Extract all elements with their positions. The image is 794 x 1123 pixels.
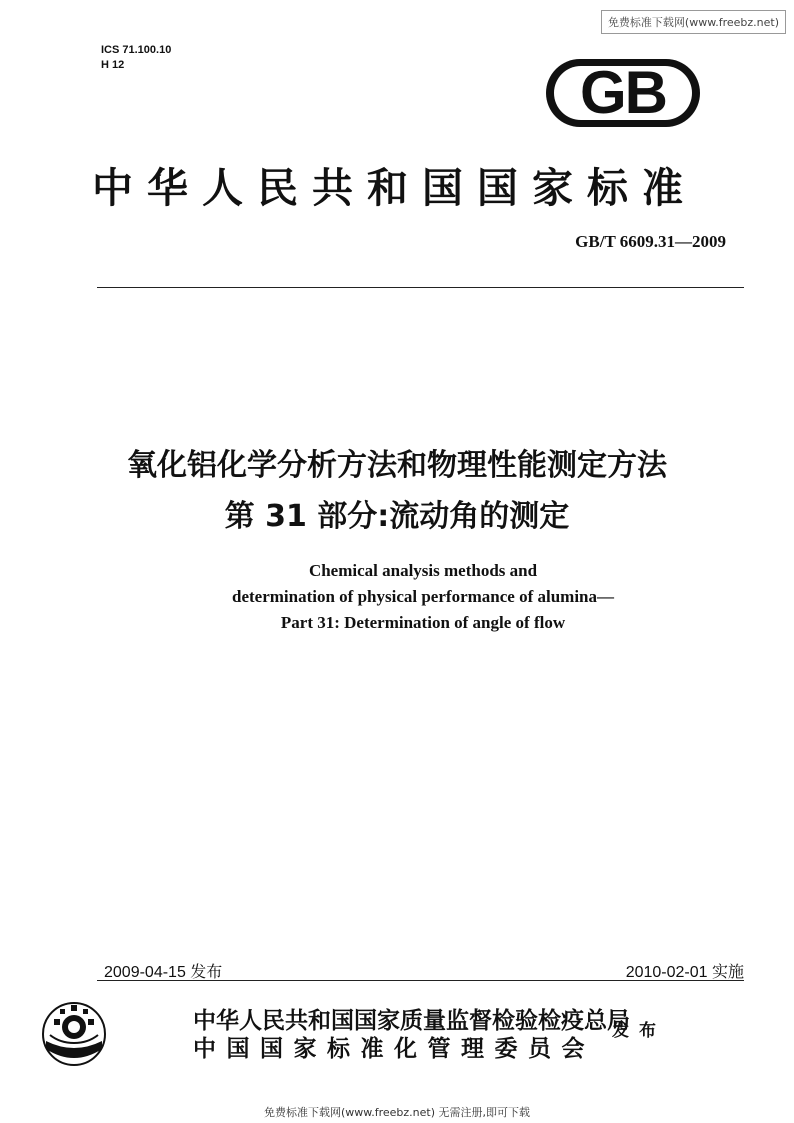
- national-standard-title: 中华人民共和国国家标准: [92, 164, 697, 212]
- cn-title-line1: 氧化铝化学分析方法和物理性能测定方法: [127, 448, 667, 483]
- issuer-line2: 中国国家标准化管理委员会: [193, 1035, 595, 1062]
- ics-code: ICS 71.100.10: [101, 44, 172, 56]
- issuer-line1: 中华人民共和国国家质量监督检验检疫总局: [193, 1007, 630, 1034]
- watermark-top: 免费标准下载网(www.freebz.net): [601, 10, 786, 34]
- issue-date: 2009-04-15 发布: [104, 964, 223, 981]
- watermark-bottom: 免费标准下载网(www.freebz.net) 无需注册,即可下载: [263, 1106, 531, 1119]
- footer-divider: [97, 980, 744, 981]
- classification-codes: [101, 43, 171, 73]
- en-title-line3: Part 31: Determination of angle of flow: [280, 613, 566, 632]
- en-title-line2: determination of physical performance of alumina—: [232, 587, 614, 606]
- emblem-icon: [40, 997, 108, 1069]
- cn-title-line2: 第 31 部分:流动角的测定: [224, 499, 570, 534]
- standard-number: GB/T 6609.31—2009: [575, 232, 726, 251]
- implementation-date: 2010-02-01 实施: [625, 964, 744, 981]
- publish-label: 发布: [612, 1021, 666, 1041]
- ccs-code: H 12: [101, 59, 125, 71]
- gb-logo-text: GB: [580, 59, 666, 126]
- gb-logo: [544, 57, 702, 129]
- header-divider: [97, 287, 744, 288]
- en-title-line1: Chemical analysis methods and: [308, 561, 538, 580]
